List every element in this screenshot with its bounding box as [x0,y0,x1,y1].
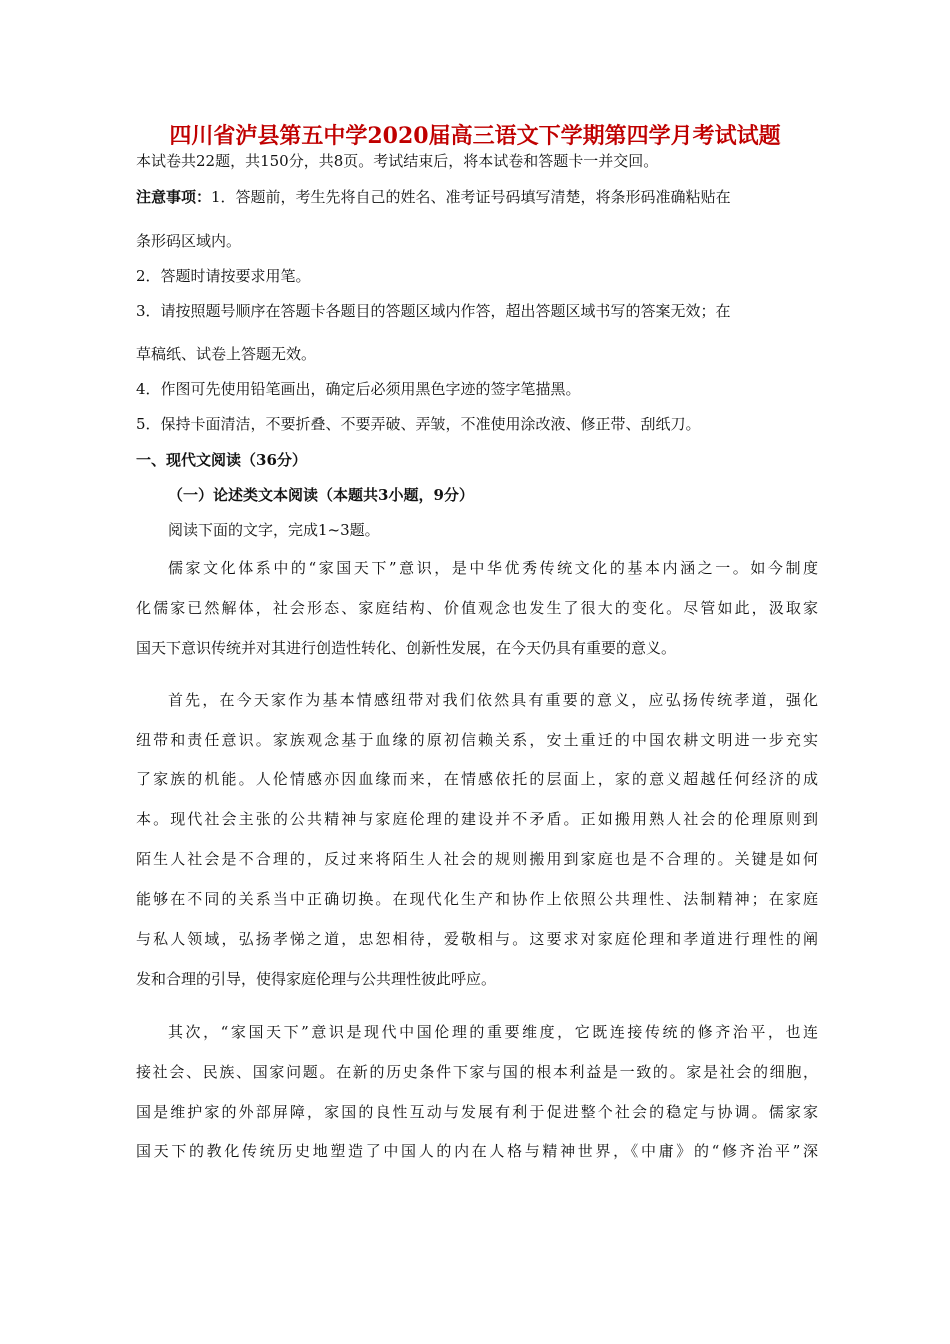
paragraph-2-line: 了家族的机能。人伦情感亦因血缘而来，在情感依托的层面上，家的意义超越任何经济的成 [136,770,818,788]
paragraph-3-line: 其次，“家国天下”意识是现代中国伦理的重要维度，它既连接传统的修齐治平，也连 [168,1023,818,1041]
paragraph-1-line: 国天下意识传统并对其进行创造性转化、创新性发展，在今天仍具有重要的意义。 [136,639,677,657]
paragraph-2-line: 与私人领域，弘扬孝悌之道，忠恕相待，爱敬相与。这要求对家庭伦理和孝道进行理性的阐 [136,930,818,948]
paragraph-3-line: 国天下的教化传统历史地塑造了中国人的内在人格与精神世界，《中庸》的“修齐治平”深 [136,1142,818,1160]
paragraph-2-line: 发和合理的引导，使得家庭伦理与公共理性彼此呼应。 [136,970,497,988]
paragraph-2-line: 本。现代社会主张的公共精神与家庭伦理的建设并不矛盾。正如搬用熟人社会的伦理原则到 [136,810,818,828]
notice-item-1a: 1．答题前，考生先将自己的姓名、准考证号码填写清楚，将条形码准确粘贴在 [211,188,731,206]
paragraph-3-line: 国是维护家的外部屏障，家国的良性互动与发展有利于促进整个社会的稳定与协调。儒家家 [136,1103,818,1121]
notice-item-1b: 条形码区域内。 [136,232,242,250]
reading-instruction: 阅读下面的文字，完成1~3题。 [168,521,380,539]
notice-line-1 [136,186,731,208]
notice-label: 注意事项： [136,188,212,206]
paragraph-2-line: 首先，在今天家作为基本情感纽带对我们依然具有重要的意义，应弘扬传统孝道，强化 [168,691,818,709]
paragraph-2-line: 纽带和责任意识。家族观念基于血缘的原初信赖关系，安土重迁的中国农耕文明进一步充实 [136,731,818,749]
notice-item-5: 5．保持卡面清洁，不要折叠、不要弄破、弄皱，不准使用涂改液、修正带、刮纸刀。 [136,415,701,433]
notice-item-3b: 草稿纸、试卷上答题无效。 [136,345,317,363]
exam-intro: 本试卷共22题，共150分，共8页。考试结束后，将本试卷和答题卡一并交回。 [136,152,659,170]
paragraph-1-line: 儒家文化体系中的“家国天下”意识，是中华优秀传统文化的基本内涵之一。如今制度 [168,559,818,577]
paragraph-1-line: 化儒家已然解体，社会形态、家庭结构、价值观念也发生了很大的变化。尽管如此，汲取家 [136,599,818,617]
document-title: 四川省泸县第五中学2020届高三语文下学期第四学月考试试题 [169,123,781,149]
paragraph-2-line: 陌生人社会是不合理的，反过来将陌生人社会的规则搬用到家庭也是不合理的。关键是如何 [136,850,818,868]
paragraph-3-line: 接社会、民族、国家问题。在新的历史条件下家与国的根本利益是一致的。家是社会的细胞， [136,1063,818,1081]
section-heading: 一、现代文阅读（36分） [136,451,307,469]
subsection-heading: （一）论述类文本阅读（本题共3小题，9分） [168,486,474,504]
notice-item-2: 2．答题时请按要求用笔。 [136,267,311,285]
notice-item-3a: 3．请按照题号顺序在答题卡各题目的答题区域内作答，超出答题区域书写的答案无效；在 [136,302,731,320]
notice-item-4: 4．作图可先使用铅笔画出，确定后必须用黑色字迹的签字笔描黑。 [136,380,581,398]
paragraph-2-line: 能够在不同的关系当中正确切换。在现代化生产和协作上依照公共理性、法制精神；在家庭 [136,890,818,908]
